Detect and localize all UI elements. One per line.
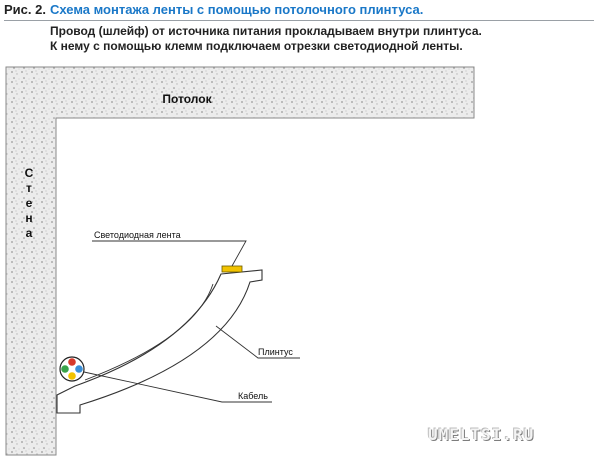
cable-wire — [75, 365, 83, 373]
cable — [60, 357, 84, 381]
cable-wire — [68, 358, 76, 366]
description-line-1: Провод (шлейф) от источника питания прокладываем внутри плинтуса. — [50, 24, 482, 38]
led-strip-label: Светодиодная лента — [94, 230, 181, 240]
led-strip — [222, 266, 242, 272]
ceiling-label: Потолок — [162, 92, 212, 106]
wall-label — [25, 166, 34, 240]
wall-label-letter: е — [25, 196, 33, 210]
led-strip-leader — [92, 241, 246, 266]
site-watermark: UMELTSI.RU — [428, 425, 535, 444]
plinth-label: Плинтус — [258, 347, 293, 357]
ceiling-plinth — [57, 270, 262, 413]
description-line-2: К нему с помощью клемм подключаем отрезки светодиодной ленты. — [50, 39, 463, 53]
wall-label-letter: н — [25, 211, 33, 225]
figure-number: Рис. 2. — [4, 2, 46, 17]
cable-wire — [68, 372, 76, 380]
figure-title: Схема монтажа ленты с помощью потолочного плинтуса. — [49, 2, 424, 17]
cable-wire — [61, 365, 69, 373]
wall-label-letter: С — [24, 166, 34, 180]
wall-label-letter: т — [26, 181, 32, 195]
cable-label: Кабель — [238, 391, 268, 401]
wall-label-letter: а — [25, 226, 33, 240]
